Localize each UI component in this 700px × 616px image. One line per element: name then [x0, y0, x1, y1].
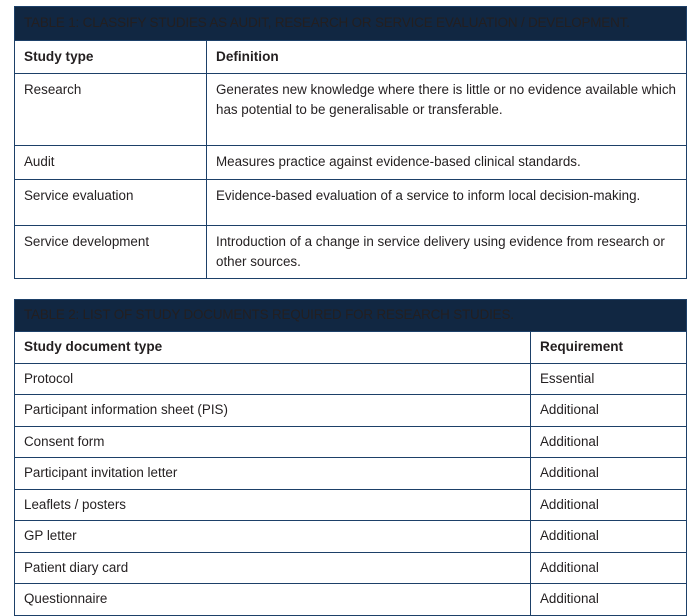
table-row [15, 426, 687, 458]
table-1-column-header-study-type: Study type [15, 40, 207, 74]
table-2-title: TABLE 2: LIST OF STUDY DOCUMENTS REQUIRED FOR RESEARCH STUDIES. [15, 300, 687, 332]
table-row [15, 489, 687, 521]
table-row [15, 584, 687, 616]
table-separator-gap [14, 279, 686, 299]
table-1-title-row [15, 7, 687, 41]
table-2-cell-document: Protocol [15, 363, 531, 395]
table-1-cell-definition: Measures practice against evidence-based clinical standards. [207, 146, 687, 180]
table-1-cell-definition: Generates new knowledge where there is little or no evidence available which has potential to be generalisable or transferable. [207, 74, 687, 146]
table-1-cell-study-type: Audit [15, 146, 207, 180]
table-row [15, 146, 687, 180]
table-2-cell-document: Patient diary card [15, 552, 531, 584]
table-1-column-header-definition: Definition [207, 40, 687, 74]
table-1-classify-studies [14, 6, 687, 279]
table-row [15, 74, 687, 146]
table-2-cell-requirement: Additional [531, 584, 687, 616]
table-row [15, 179, 687, 225]
table-2-cell-document: Participant information sheet (PIS) [15, 395, 531, 427]
table-2-cell-requirement: Additional [531, 458, 687, 490]
table-2-cell-requirement: Additional [531, 552, 687, 584]
table-2-column-header-requirement: Requirement [531, 331, 687, 363]
table-2-cell-requirement: Additional [531, 426, 687, 458]
table-2-cell-document: Leaflets / posters [15, 489, 531, 521]
table-2-cell-requirement: Essential [531, 363, 687, 395]
table-2-header-row [15, 331, 687, 363]
table-2-cell-document: Consent form [15, 426, 531, 458]
table-1-cell-study-type: Service evaluation [15, 179, 207, 225]
table-1-cell-study-type: Service development [15, 225, 207, 278]
table-1-cell-study-type: Research [15, 74, 207, 146]
table-row [15, 363, 687, 395]
table-1-title: TABLE 1: CLASSIFY STUDIES AS AUDIT, RESEARCH OR SERVICE EVALUATION / DEVELOPMENT. [15, 7, 687, 41]
table-2-cell-requirement: Additional [531, 489, 687, 521]
table-1-cell-definition: Evidence-based evaluation of a service to inform local decision-making. [207, 179, 687, 225]
table-2-cell-document: GP letter [15, 521, 531, 553]
table-row [15, 395, 687, 427]
table-row [15, 458, 687, 490]
table-row [15, 521, 687, 553]
table-2-column-header-document-type: Study document type [15, 331, 531, 363]
table-2-cell-document: Participant invitation letter [15, 458, 531, 490]
table-row [15, 225, 687, 278]
table-2-cell-requirement: Additional [531, 395, 687, 427]
table-2-cell-requirement: Additional [531, 521, 687, 553]
table-2-title-row [15, 300, 687, 332]
table-row [15, 552, 687, 584]
table-1-header-row [15, 40, 687, 74]
table-1-cell-definition: Introduction of a change in service delivery using evidence from research or other sources. [207, 225, 687, 278]
table-2-cell-document: Questionnaire [15, 584, 531, 616]
table-2-study-documents [14, 299, 687, 616]
